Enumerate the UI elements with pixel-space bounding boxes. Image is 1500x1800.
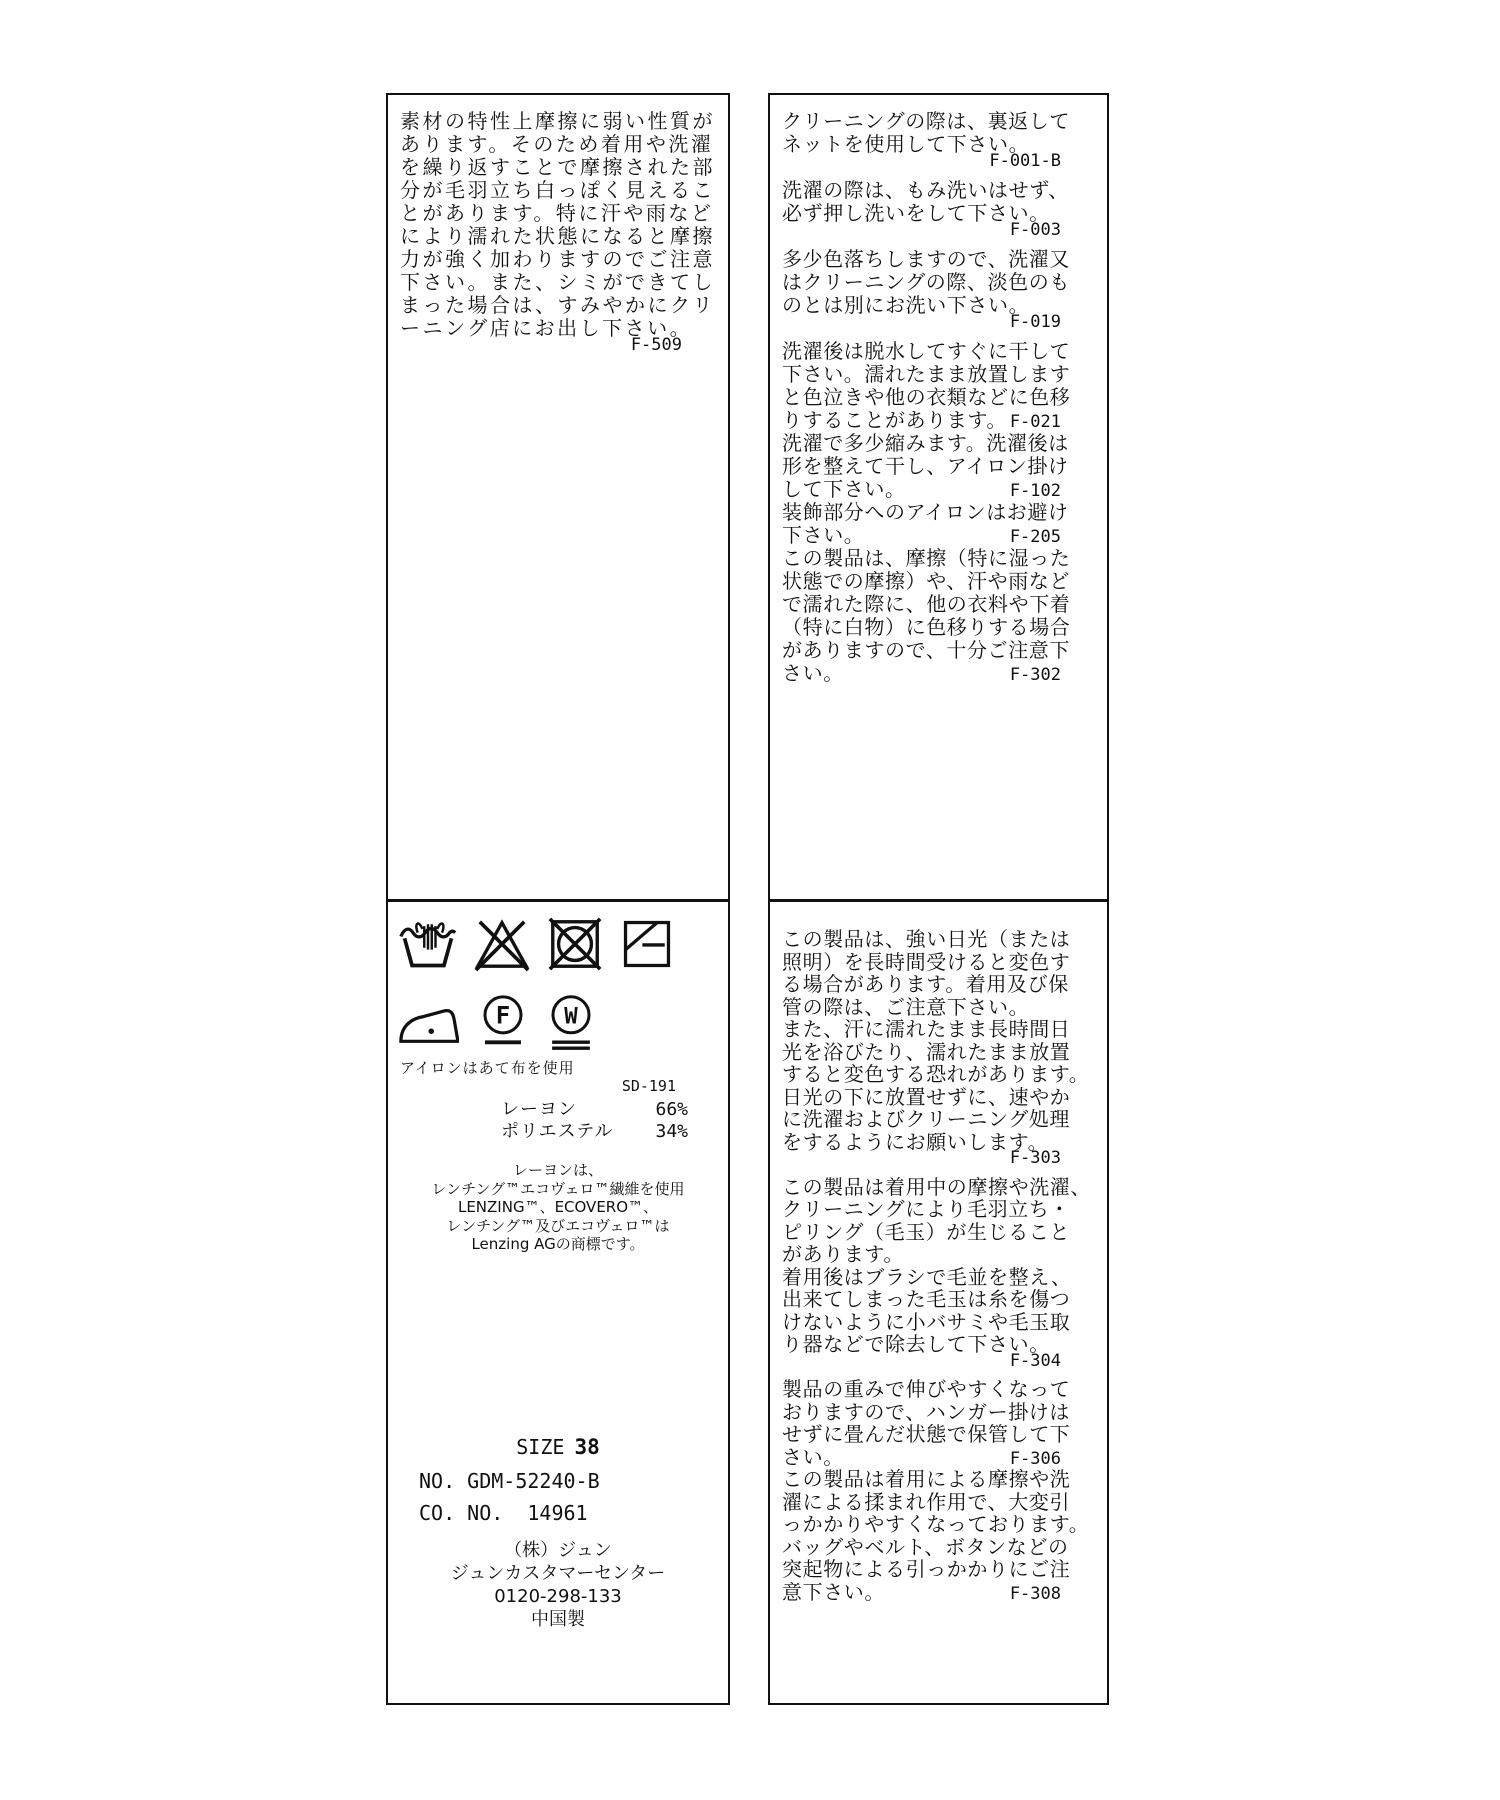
care-code: F-003 xyxy=(1009,220,1061,240)
text-line xyxy=(782,1193,1095,1221)
text-line xyxy=(782,1126,1095,1154)
material-percent: 66% xyxy=(655,1099,688,1120)
text-line xyxy=(400,105,716,133)
wet-clean-W-icon xyxy=(547,993,595,1052)
care-code: F-205 xyxy=(1009,527,1061,547)
line-text: っかかりやすくなっております。 xyxy=(782,1512,1090,1536)
iron-note: アイロンはあて布を使用 xyxy=(400,1059,575,1077)
text-line xyxy=(782,1103,1095,1131)
text-line xyxy=(782,1531,1095,1559)
care-code: F-001-B xyxy=(989,151,1061,171)
line-text: クリーニングの際は、裏返して xyxy=(782,109,1070,133)
line-text: により濡れた状態になると摩擦 xyxy=(400,224,715,248)
text-line xyxy=(400,220,716,248)
line-text: 素材の特性上摩擦に弱い性質が xyxy=(400,109,715,133)
text-line xyxy=(400,151,716,179)
line-text: で濡れた際に、他の衣料や下着 xyxy=(782,592,1071,616)
line-text: せずに畳んだ状態で保管して下 xyxy=(782,1422,1071,1446)
line-text: 装飾部分へのアイロンはお避け xyxy=(782,500,1069,524)
line-text: まった場合は、すみやかにクリ xyxy=(400,293,715,317)
text-line: 0120-298-133 xyxy=(494,1586,622,1607)
right-panel-divider xyxy=(770,899,1107,902)
care-code: F-509 xyxy=(630,335,682,355)
text-line xyxy=(782,1261,1095,1289)
do-not-bleach-icon xyxy=(473,915,531,973)
trademark-block xyxy=(388,1161,728,1254)
line-text: ピリング（毛玉）が生じること xyxy=(782,1219,1070,1244)
material-percent: 34% xyxy=(655,1121,688,1142)
care-code: F-019 xyxy=(1009,312,1061,332)
care-code: F-306 xyxy=(1009,1448,1061,1469)
handling-warnings-text xyxy=(770,923,1107,1604)
line-text: この製品は着用中の摩擦や洗濯、 xyxy=(782,1174,1091,1199)
care-code: F-102 xyxy=(1009,481,1061,501)
text-line: Lenzing AGの商標です。 xyxy=(471,1235,645,1253)
line-text: 光を浴びたり、濡れたまま放置 xyxy=(782,1039,1071,1064)
sd-code: SD-191 xyxy=(621,1077,676,1095)
text-line xyxy=(400,197,716,225)
composition-row xyxy=(388,1095,728,1120)
line-text: すると変色する恐れがあります。 xyxy=(782,1062,1090,1086)
material-name: ポリエステル xyxy=(501,1121,614,1142)
line-text: また、汗に濡れたまま長時間日 xyxy=(782,1017,1071,1041)
text-line xyxy=(782,197,1095,225)
line-text: （特に白物）に色移りする場合 xyxy=(782,615,1071,639)
line-text: 下さい。濡れたまま放置します xyxy=(782,362,1071,386)
line-text: とがあります。特に汗や雨など xyxy=(400,201,714,225)
text-line xyxy=(782,946,1095,974)
text-line xyxy=(782,1486,1095,1514)
line-text: 製品の重みで伸びやすくなって xyxy=(782,1377,1071,1401)
line-text: のとは別にお洗い下さい。 xyxy=(782,293,1030,317)
text-line: レンチング™エコヴェロ™繊維を使用 xyxy=(431,1179,685,1198)
text-line xyxy=(782,496,1095,524)
line-text: この製品は、摩擦（特に湿った xyxy=(782,546,1071,570)
size-label: SIZE xyxy=(516,1435,565,1459)
line-text: る場合があります。着用及び保 xyxy=(782,972,1069,996)
text-line xyxy=(400,266,716,294)
fiber-composition xyxy=(388,1095,728,1142)
care-symbols-row-1 xyxy=(398,915,675,973)
line-text: り器などで除去して下さい。 xyxy=(782,1332,1050,1356)
left-panel-divider xyxy=(388,899,728,902)
line-text: ーニング店にお出し下さい。 xyxy=(400,316,693,340)
text-line xyxy=(782,427,1095,455)
line-text: 必ず押し洗いをして下さい。 xyxy=(782,201,1050,225)
care-code: F-021 xyxy=(1009,412,1061,432)
text-line xyxy=(782,611,1095,639)
line-text: 突起物による引っかかりにご注 xyxy=(782,1557,1071,1581)
line-text: 力が強く加わりますのでご注意 xyxy=(400,247,715,271)
text-line xyxy=(400,289,716,317)
text-line: レーヨンは、 xyxy=(512,1161,603,1179)
hand-wash-icon xyxy=(398,915,458,971)
line-text: この製品は、強い日光（または xyxy=(782,927,1071,951)
line-text: と色泣きや他の衣類などに色移 xyxy=(782,385,1071,409)
text-line xyxy=(782,1463,1095,1491)
line-text: りすることがあります。 xyxy=(782,408,1007,432)
text-line: （株）ジュン xyxy=(504,1540,612,1561)
line-text: 分が毛羽立ち白っぽく見えるこ xyxy=(400,178,715,202)
line-text: 多少色落ちしますので、洗濯又 xyxy=(782,247,1070,271)
do-not-tumble-dry-icon xyxy=(546,915,604,973)
text-line xyxy=(782,542,1095,570)
text-line xyxy=(782,968,1095,996)
text-line xyxy=(782,105,1095,133)
line-text: はクリーニングの際、淡色のも xyxy=(782,270,1070,294)
washing-instructions-text xyxy=(770,105,1107,685)
shade-flat-dry-icon xyxy=(619,916,675,972)
line-text: 出来てしまった毛玉は糸を傷つ xyxy=(782,1287,1071,1311)
line-text: さい。 xyxy=(782,661,844,685)
size-value: 38 xyxy=(574,1435,600,1459)
line-text: ネットを使用して下さい。 xyxy=(782,132,1030,156)
text-line xyxy=(400,174,716,202)
size-line xyxy=(388,1435,728,1459)
text-line: レンチング™及びエコヴェロ™は xyxy=(446,1216,670,1235)
text-line xyxy=(782,1508,1095,1536)
text-line xyxy=(782,335,1095,363)
care-code: F-303 xyxy=(1009,1148,1061,1168)
text-line xyxy=(782,565,1095,593)
text-line xyxy=(782,1306,1095,1334)
line-text: さい。 xyxy=(782,1444,844,1469)
text-line xyxy=(782,266,1095,294)
text-line xyxy=(782,1081,1095,1109)
line-text: 照明）を長時間受けると変色す xyxy=(782,949,1071,974)
text-line xyxy=(782,1396,1095,1424)
line-text: 形を整えて干し、アイロン掛け xyxy=(782,454,1069,478)
company-block xyxy=(388,1539,728,1631)
line-text: 洗濯後は脱水してすぐに干して xyxy=(782,339,1071,363)
text-line xyxy=(782,923,1095,951)
text-line xyxy=(782,588,1095,616)
text-line xyxy=(400,128,716,156)
line-text: をするようにお願いします。 xyxy=(782,1129,1049,1154)
care-code: F-302 xyxy=(1009,665,1061,685)
text-line xyxy=(782,1216,1095,1244)
line-text: 着用後はブラシで毛並を整え、 xyxy=(782,1264,1072,1289)
text-line xyxy=(782,1036,1095,1064)
dry-clean-F-icon xyxy=(479,993,527,1047)
care-code: F-308 xyxy=(1009,1583,1061,1604)
line-text: 管の際は、ご注意下さい。 xyxy=(782,994,1030,1019)
text-line xyxy=(782,243,1095,271)
line-text: 状態での摩擦）や、汗や雨など xyxy=(782,569,1070,593)
care-code: F-304 xyxy=(1009,1350,1061,1371)
line-text: クリーニングにより毛羽立ち・ xyxy=(782,1197,1070,1221)
text-line xyxy=(782,1283,1095,1311)
line-text: この製品は着用による摩擦や洗 xyxy=(782,1467,1071,1491)
line-text: バッグやベルト、ボタンなどの xyxy=(782,1534,1069,1559)
text-line xyxy=(782,450,1095,478)
line-text: して下さい。 xyxy=(782,477,906,501)
iron-low-icon xyxy=(398,999,459,1045)
line-text: 日光の下に放置せずに、速やか xyxy=(782,1084,1071,1109)
line-text: 洗濯で多少縮みます。洗濯後は xyxy=(782,431,1069,455)
item-number: NO. GDM-52240-B xyxy=(419,1469,600,1493)
line-text: 下さい。また、シミができてし xyxy=(400,270,715,294)
line-text: 洗濯の際は、もみ洗いはせず、 xyxy=(782,178,1069,202)
line-text: あります。そのため着用や洗濯 xyxy=(400,132,714,156)
line-text: けないように小バサミや毛玉取 xyxy=(782,1309,1071,1334)
text-line xyxy=(782,634,1095,662)
line-text: おりますので、ハンガー掛けは xyxy=(782,1399,1070,1424)
text-line xyxy=(782,1171,1095,1199)
text-line xyxy=(782,1418,1095,1446)
line-text: があります。 xyxy=(782,1242,904,1266)
composition-row xyxy=(388,1117,728,1142)
text-line xyxy=(782,1553,1095,1581)
care-label-panel-right xyxy=(768,93,1109,1705)
line-text: がありますので、十分ご注意下 xyxy=(782,638,1070,662)
text-line xyxy=(782,1373,1095,1401)
text-line xyxy=(782,358,1095,386)
material-warning-text xyxy=(388,105,728,358)
text-line xyxy=(782,174,1095,202)
care-symbols-row-2 xyxy=(398,993,595,1052)
material-name: レーヨン xyxy=(501,1099,577,1120)
text-line xyxy=(782,1328,1095,1356)
care-label-panel-left xyxy=(386,93,730,1705)
line-text: 濯による揉まれ作用で、大変引 xyxy=(782,1489,1070,1514)
text-line: ジュンカスタマーセンター xyxy=(450,1563,666,1584)
line-text: を繰り返すことで摩擦された部 xyxy=(400,155,715,179)
text-line xyxy=(782,1058,1095,1086)
text-line xyxy=(782,381,1095,409)
text-line: LENZING™、ECOVERO™、 xyxy=(457,1198,659,1216)
text-line xyxy=(782,1013,1095,1041)
co-number: CO. NO. 14961 xyxy=(419,1501,588,1525)
line-text: 意下さい。 xyxy=(782,1579,885,1604)
text-line xyxy=(400,243,716,271)
text-line xyxy=(400,312,716,340)
line-text: 下さい。 xyxy=(782,523,865,547)
line-text: に洗濯およびクリーニング処理 xyxy=(782,1107,1070,1131)
text-line: 中国製 xyxy=(531,1609,585,1630)
